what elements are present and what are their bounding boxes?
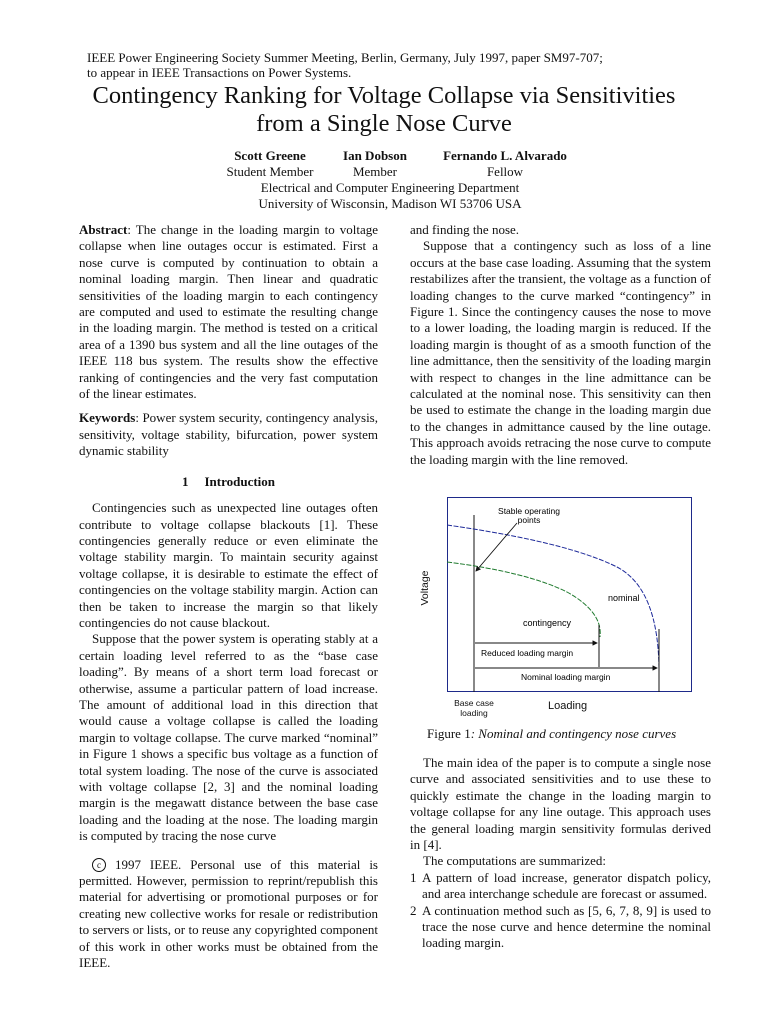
base-case-label xyxy=(446,698,502,718)
title-line-2: from a Single Nose Curve xyxy=(256,110,512,137)
copyright-symbol: c xyxy=(92,858,106,872)
author-role: Member xyxy=(352,164,398,179)
keywords-label: Keywords xyxy=(79,410,136,426)
voltage-axis-label: Voltage xyxy=(419,570,431,606)
intro-paragraph-1: Contingencies such as unexpected line outages often contribute to voltage collapse blackouts [1]. These contingencies generally reduce or even eliminate the voltage stability margin. To maintain security against voltage collapse, it is desirable to estimate the effect of contingencies on the voltage stability margin. Action can then be taken to increase the margin so that likely contingencies do not cause blackout. xyxy=(79,500,378,630)
list-text: A pattern of load increase, generator dispatch policy, and area interchange schedule are forecast or assumed. xyxy=(422,869,711,902)
author-2 xyxy=(330,148,420,180)
list-number: 1 xyxy=(410,869,417,885)
author-name: Scott Greene xyxy=(234,148,306,163)
section-number: 1 xyxy=(181,473,189,489)
nominal-label: nominal xyxy=(608,593,640,603)
caption-prefix: Figure 1 xyxy=(427,726,471,741)
stable-label-2: points xyxy=(517,515,541,525)
base-case-label-1: Base case xyxy=(454,698,494,708)
list-item xyxy=(410,903,711,952)
list-text: A continuation method such as [5, 6, 7, 8, 9] is used to trace the nose curve and hence determine the nominal loading margin. xyxy=(422,902,711,951)
loading-axis-label: Loading xyxy=(548,700,588,712)
caption-text: : Nominal and contingency nose curves xyxy=(470,726,677,741)
affiliation-univ: University of Wisconsin, Madison WI 53706 USA xyxy=(258,196,522,211)
abstract-label: Abstract xyxy=(79,222,128,237)
author-name: Ian Dobson xyxy=(343,148,407,163)
author-3 xyxy=(430,148,580,180)
keywords-text: : Power system security, contingency analysis, sensitivity, voltage stability, bifurcation, power system dynamic stability xyxy=(79,410,378,459)
right-column-top xyxy=(410,222,711,468)
intro-paragraph-2: Suppose that the power system is operating stably at a certain loading level referred to as the “base case loading”. By means of a short term load forecast or otherwise, assume a particular pattern of load increase. The amount of additional load in this direction that would cause a voltage collapse is called the loading margin to voltage collapse. The curve marked “nominal” in Figure 1 shows a specific bus voltage as a function of total system loading. The nose of the curve is associated with voltage collapse [2, 3] and the nominal loading margin is the megawatt distance between the base case loading and the loading at the nose. The loading margin is computed by tracing the nose curve xyxy=(79,631,378,844)
right-column-bottom xyxy=(410,755,711,952)
figure-caption xyxy=(427,726,676,742)
stable-label-1: Stable operating xyxy=(498,506,560,516)
keywords xyxy=(79,410,378,459)
section-heading xyxy=(79,474,378,490)
header-line-1: IEEE Power Engineering Society Summer Meeting, Berlin, Germany, July 1997, paper SM97-707; xyxy=(87,50,603,65)
copyright-notice xyxy=(79,857,378,972)
figure-1-frame xyxy=(447,497,692,692)
paper-header xyxy=(87,50,603,80)
nose-curve-plot xyxy=(447,497,692,692)
voltage-axis-label-box xyxy=(412,560,438,620)
affiliation-dept: Electrical and Computer Engineering Department xyxy=(260,180,520,195)
author-1 xyxy=(215,148,325,180)
contingency-paragraph: Suppose that a contingency such as loss of a line occurs at the base case loading. Assuming that the system restabilizes after the transient, the voltage as a function of loading changes to the curve marked “contingency” in Figure 1. Since the contingency causes the nose to move to a lower loading, the loading margin is reduced. If the loading margin is thought of as a smooth function of the line admittance, then the sensitivity of the loading margin with respect to changes in the line admittance can be calculated at the nominal nose. This sensitivity can then be used to estimate the change in the loading margin due to the changes in admittance caused by the line outage. This approach avoids retracing the nose curve to compute the loading margin with the line removed. xyxy=(410,238,711,467)
affiliation xyxy=(0,180,768,212)
list-item xyxy=(410,870,711,903)
main-idea-paragraph: The main idea of the paper is to compute a single nose curve and associated sensitivities and to use these to quickly estimate the change in the loading margin to voltage collapse for any line outage. This approach uses the general loading margin sensitivity formulas derived in [4]. xyxy=(410,755,711,853)
continued-text: and finding the nose. xyxy=(410,222,520,237)
title-line-1: Contingency Ranking for Voltage Collapse via Sensitivities xyxy=(92,82,676,109)
nominal-margin-label: Nominal loading margin xyxy=(521,672,611,682)
reduced-margin-label: Reduced loading margin xyxy=(481,648,574,658)
header-line-2: to appear in IEEE Transactions on Power Systems. xyxy=(87,65,352,80)
author-role: Fellow xyxy=(486,164,524,179)
left-column xyxy=(79,222,378,971)
base-case-label-2: loading xyxy=(460,708,488,718)
author-role: Student Member xyxy=(226,164,314,179)
abstract xyxy=(79,222,378,402)
abstract-text: : The change in the loading margin to voltage collapse when line outages occur is estimated. First a nose curve is computed by continuation to obtain a nominal loading margin. Then linear and quadratic sensitivities of the loading margin to each contingency are computed and used to estimate the resulting change in the loading margin. The method is tested on a critical area of a 1390 bus system and all the line outages of the IEEE 118 bus system. The results show the effective ranking of contingencies and the very fast computation of the linear estimates. xyxy=(79,222,378,402)
paper-title xyxy=(0,82,768,138)
summary-intro: The computations are summarized: xyxy=(423,853,607,869)
copyright-text: 1997 IEEE. Personal use of this material is permitted. However, permission to reprint/republish this material for advertising or promotional purposes or for creating new collective works for resale or redistribution to servers or lists, or to reuse any copyrighted component of this work in other works must be obtained from the IEEE. xyxy=(79,856,378,971)
section-title: Introduction xyxy=(204,473,276,489)
list-number: 2 xyxy=(410,902,417,918)
contingency-label: contingency xyxy=(523,618,572,628)
author-name: Fernando L. Alvarado xyxy=(443,148,567,163)
